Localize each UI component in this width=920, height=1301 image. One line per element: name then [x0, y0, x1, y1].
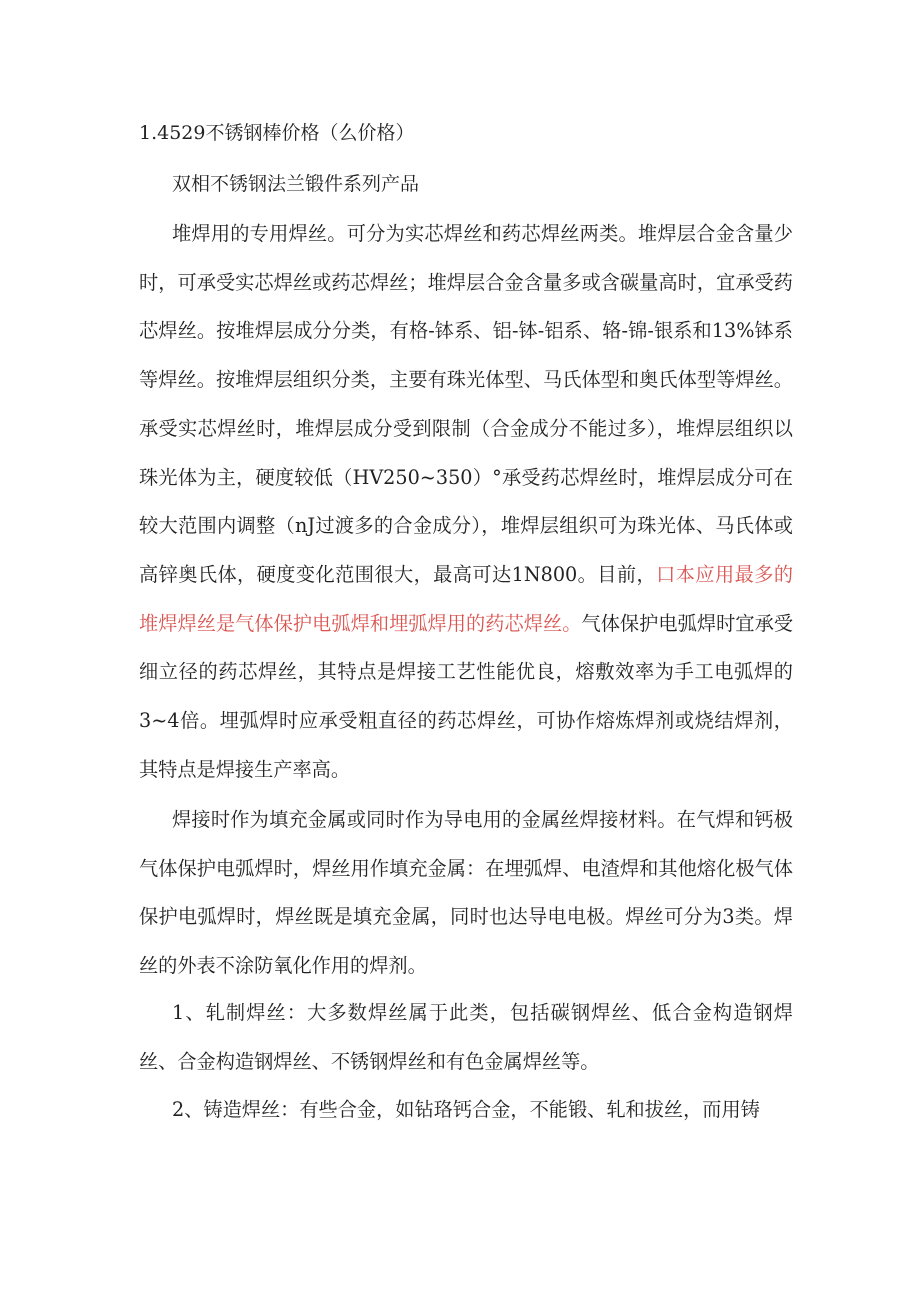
paragraph-text-continued: 气体保护电弧焊时宜承受细立径的药芯焊丝，其特点是焊接工艺性能优良，熔敷效率为手工电弧焊的3~4倍。埋弧焊时应承受粗直径的药芯焊丝，可协作熔炼焊剂或烧结焊剂，其特点是焊接生产率高。 — [139, 611, 794, 781]
paragraph-cast-wire: 2、铸造焊丝：有些合金，如钻珞钙合金，不能锻、轧和拔丝，而用铸 — [172, 1098, 760, 1121]
paragraph-surfacing-wire — [139, 210, 793, 794]
document-title: 1.4529不锈钢棒价格（么价格） — [139, 122, 415, 144]
paragraph-text: 堆焊用的专用焊丝。可分为实芯焊丝和药芯焊丝两类。堆焊层合金含量少时，可承受实芯焊丝或药芯焊丝；堆焊层合金含量多或含碳量高时，宜承受药芯焊丝。按堆焊层成分分类，有格-钵系、铝-钵-铝系、辂-锦-银系和13%钵系等焊丝。按堆焊层组织分类，主要有珠光体型、马氏体型和奥氏体型等焊丝。承受实芯焊丝时，堆焊层成分受到限制（合金成分不能过多），堆焊层组织以珠光体为主，硬度较低（HV250~350）°承受药芯焊丝时，堆焊层成分可在较大范围内调整（nJ过渡多的合金成分），堆焊层组织可为珠光体、马氏体或高锌奥氏体，硬度变化范围很大，最高可达1N800。目前， — [139, 222, 793, 586]
paragraph-rolled-wire: 1、轧制焊丝：大多数焊丝属于此类，包括碳钢焊丝、低合金构造钢焊丝、合金构造钢焊丝、不锈钢焊丝和有色金属焊丝等。 — [139, 1001, 793, 1073]
highlighted-sentence: 口本应用最多的堆焊焊丝是气体保护电弧焊和埋弧焊用的药芯焊丝。 — [139, 562, 794, 635]
document-subtitle: 双相不锈钢法兰锻件系列产品 — [172, 173, 420, 195]
paragraph-welding-wire: 焊接时作为填充金属或同时作为导电用的金属丝焊接材料。在气焊和钙极气体保护电弧焊时，焊丝用作填充金属：在埋弧焊、电渣焊和其他熔化极气体保护电弧焊时，焊丝既是填充金属，同时也达导电电极。焊丝可分为3类。焊丝的外表不涂防氧化作用的焊剂。 — [139, 808, 793, 978]
